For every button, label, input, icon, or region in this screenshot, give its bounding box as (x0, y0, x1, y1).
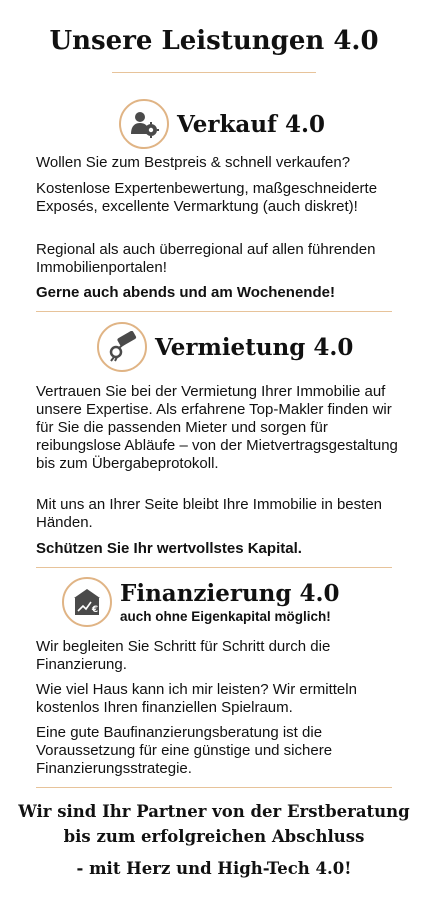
vermietung-paragraph-1: Vertrauen Sie bei der Vermietung Ihrer Immobilie auf unsere Expertise. Als erfahrene Top-Makler finden wir für Sie die passenden Mieter und sorgen für reibungslose Abläufe – von der Mietvertragsgestaltung bis zum Übergabeprotokoll. (36, 383, 398, 472)
section-finanzierung-header (62, 577, 340, 627)
vermietung-paragraph-2: Mit uns an Ihrer Seite bleibt Ihre Immobilie in besten Händen. (36, 496, 383, 531)
finanzierung-paragraph-1: Wir begleiten Sie Schritt für Schritt durch die Finanzierung. (36, 638, 331, 673)
house-finance-icon (62, 577, 112, 627)
person-gear-icon (119, 99, 169, 149)
title-divider (112, 72, 316, 73)
verkauf-paragraph-3: Regional als auch überregional auf allen führenden Immobilienportalen! (36, 241, 376, 276)
finanzierung-paragraph-2: Wie viel Haus kann ich mir leisten? Wir ermitteln kostenlos Ihren finanziellen Spielraum. (36, 681, 357, 716)
section-title-vermietung: Vermietung 4.0 (155, 333, 354, 361)
section-divider-2 (36, 567, 392, 568)
section-title-verkauf: Verkauf 4.0 (177, 110, 325, 138)
section-title-finanzierung: Finanzierung 4.0 (120, 580, 340, 607)
vermietung-emphasis: Schützen Sie Ihr wertvollstes Kapital. (36, 540, 302, 557)
section-subtitle-finanzierung: auch ohne Eigenkapital möglich! (120, 609, 331, 624)
key-icon (97, 322, 147, 372)
closing-line-1: Wir sind Ihr Partner von der Erstberatung (18, 802, 410, 821)
closing-line-2: bis zum erfolgreichen Abschluss (63, 827, 365, 846)
section-vermietung-header (97, 322, 353, 372)
closing-line-3: - mit Herz und High-Tech 4.0! (76, 859, 352, 878)
section-verkauf-header (119, 99, 325, 149)
verkauf-paragraph-2: Kostenlose Expertenbewertung, maßgeschneiderte Exposés, excellente Vermarktung (auch diskret)! (36, 180, 378, 215)
svg-text:€: € (91, 605, 99, 615)
page-title: Unsere Leistungen 4.0 (49, 26, 379, 56)
section-divider-1 (36, 311, 392, 312)
section-divider-3 (36, 787, 392, 788)
verkauf-emphasis: Gerne auch abends und am Wochenende! (36, 284, 335, 301)
verkauf-paragraph-1: Wollen Sie zum Bestpreis & schnell verkaufen? (36, 154, 351, 171)
finanzierung-paragraph-3: Eine gute Baufinanzierungsberatung ist die Voraussetzung für eine günstige und sichere Finanzierungsstrategie. (36, 724, 333, 777)
